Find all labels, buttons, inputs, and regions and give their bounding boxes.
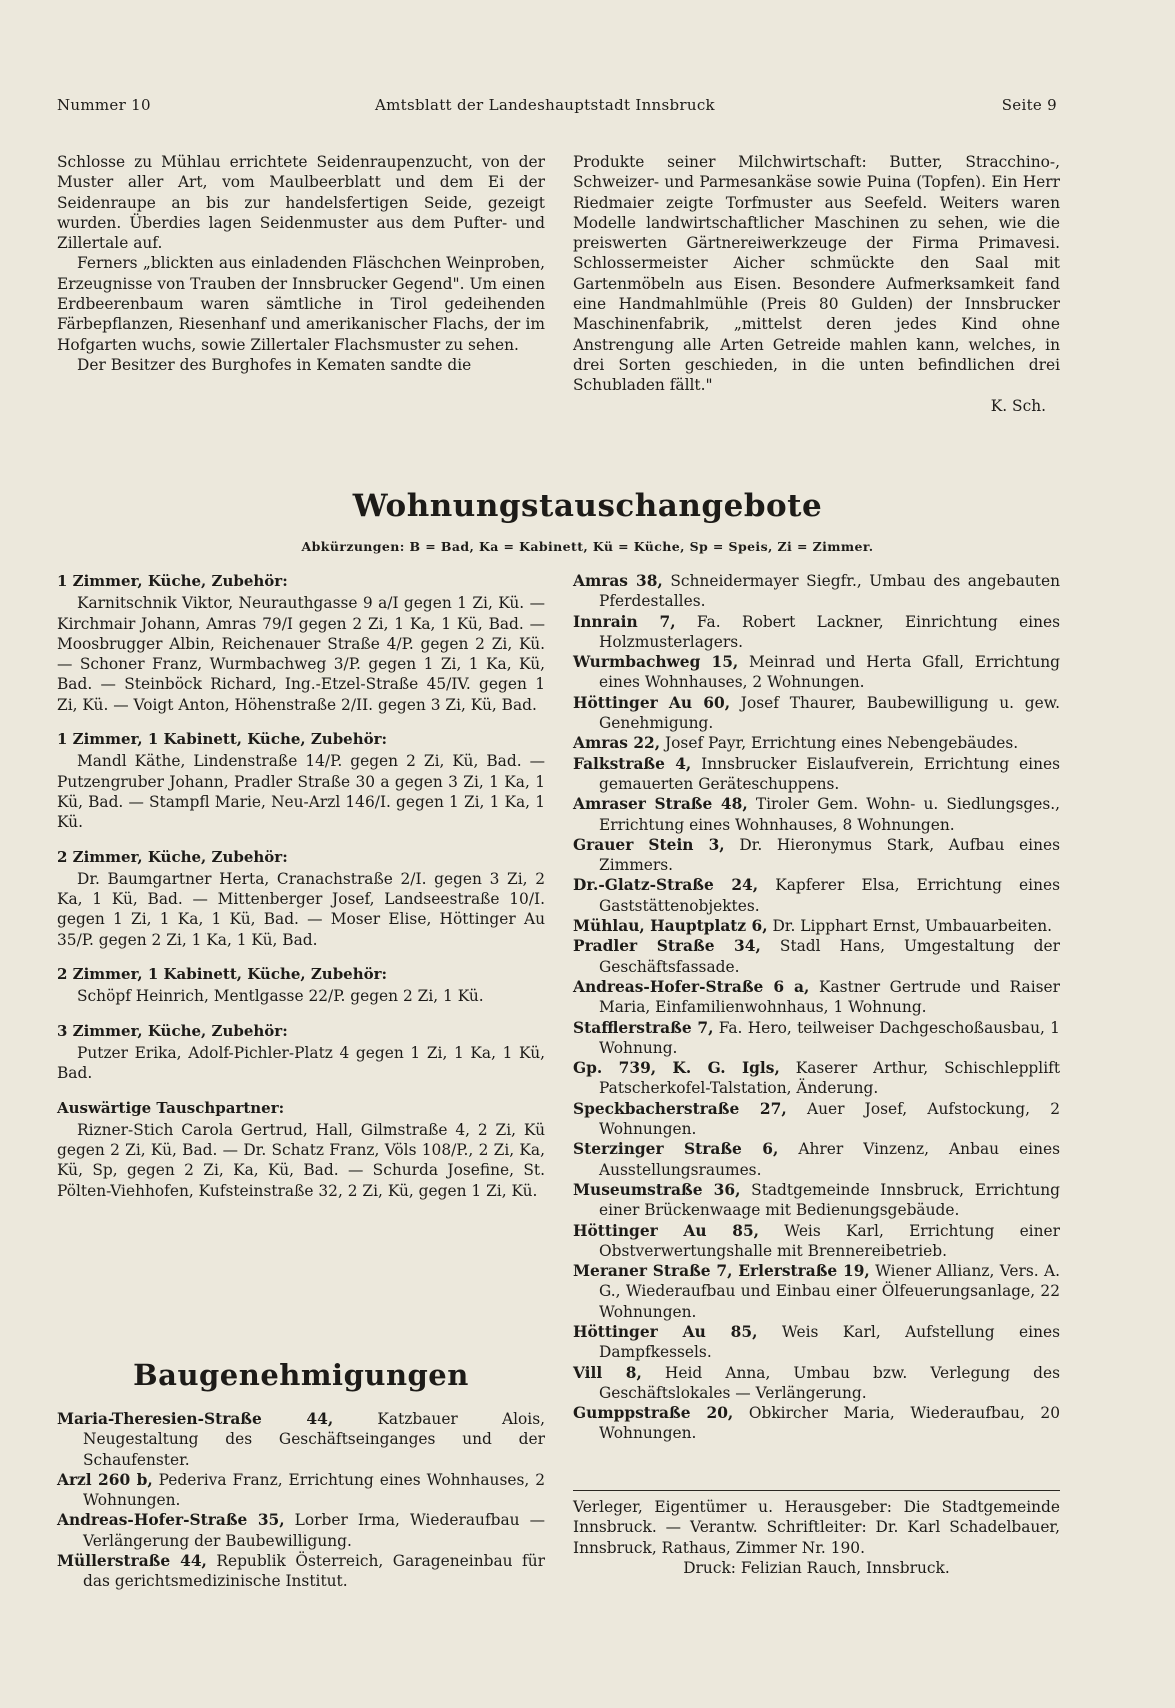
listing-text: Karnitschnik Viktor, Neurauthgasse 9 a/I gegen 1 Zi, Kü. — Kirchmair Johann, Amras 79/I gegen 2 Zi, 1 Ka, 1 Kü, Bad. — Moosbrugger Albin, Reichenauer Straße 4/P. gegen 2 Zi, Kü. — Schoner Franz, Wurmbachweg 3/P. gegen 1 Zi, 1 Ka, Kü, Bad. — Steinböck Richard, Ing.-Etzel-Straße 45/IV. gegen 1 Zi, Kü. — Voigt Anton, Höhenstraße 2/II. gegen 3 Zi, Kü, Bad. [57,594,545,714]
building-permit-entry [573,652,1060,693]
publication-title: Amtsblatt der Landeshauptstadt Innsbruck [375,96,715,114]
permit-address: Vill 8, [573,1363,642,1382]
permit-description: Josef Thaurer, Baubewilligung u. gew. Genehmigung. [599,693,1060,733]
page-number: Seite 9 [1001,96,1057,114]
permit-address: Höttinger Au 85, [573,1322,758,1341]
listing-group-heading: Auswärtige Tauschpartner: [57,1098,285,1117]
bau-left-column [57,1409,545,1592]
building-permit-entry [57,1551,545,1592]
wohnung-section-title: Wohnungstauschangebote [352,488,823,524]
building-permit-entry [573,733,1060,753]
article-paragraph: Produkte seiner Milchwirtschaft: Butter, Stracchino-, Schweizer- und Parmesankäse sowie Puina (Topfen). Ein Herr Riedmaier zeigte Torfmuster aus Seefeld. Weiters waren Modelle landwirtschaftlicher Maschinen zu sehen, wie die preiswerten Gärtnereiwerkzeuge der Firma Primavesi. Schlossermeister Aicher schmückte den Saal mit Gartenmöbeln aus Eisen. Besondere Aufmerksamkeit fand eine Handmahlmühle (Preis 80 Gulden) der Innsbrucker Maschinenfabrik, „mittelst deren jedes Kind ohne Anstrengung alle Arten Getreide mahlen kann, welches, in drei Sorten geschieden, in die unten befindlichen drei Schubladen fällt." [573,153,1060,395]
permit-description: Josef Payr, Errichtung eines Nebengebäudes. [660,734,1019,753]
permit-address: Pradler Straße 34, [573,937,761,956]
listing-text: Rizner-Stich Carola Gertrud, Hall, Gilmstraße 4, 2 Zi, Kü gegen 2 Zi, Kü, Bad. — Dr. Schatz Franz, Völs 108/P., 2 Zi, Ka, Kü, Sp, gegen 2 Zi, Ka, Kü, Bad. — Schurda Josefine, St. Pölten-Viehhofen, Kufsteinstraße 32, 2 Zi, Kü, gegen 1 Zi, Kü. [57,1120,545,1200]
building-permit-entry [573,1180,1060,1221]
building-permit-entry [573,936,1060,977]
permit-address: Amraser Straße 48, [573,795,748,814]
permit-description: Kapferer Elsa, Errichtung eines Gaststättenobjektes. [599,876,1060,915]
article-paragraph: Der Besitzer des Burghofes in Kematen sandte die [77,355,472,374]
building-permit-entry [573,1363,1060,1404]
building-permit-entry [57,1510,545,1551]
issue-number: Nummer 10 [57,96,151,114]
permit-address: Maria-Theresien-Straße 44, [57,1410,334,1428]
listing-text: Dr. Baumgartner Herta, Cranachstraße 2/I. gegen 3 Zi, 2 Ka, 1 Kü, Bad. — Mittenberger Josef, Landseestraße 10/I. gegen 1 Zi, 1 Ka, 1 Kü, Bad. — Moser Elise, Höttinger Au 35/P. gegen 2 Zi, 1 Ka, 1 Kü, Bad. [57,869,545,949]
article-right-column [573,152,1060,416]
building-permit-entry [573,977,1060,1018]
permit-address: Meraner Straße 7, Erlerstraße 19, [573,1262,870,1281]
permit-description: Innsbrucker Eislaufverein, Errichtung eines gemauerten Geräteschuppens. [599,754,1060,793]
permit-address: Mühlau, Hauptplatz 6, [573,917,768,936]
permit-description: Weis Karl, Errichtung einer Obstverwertungshalle mit Brennereibetrieb. [599,1221,1060,1260]
permit-address: Grauer Stein 3, [573,835,725,854]
permit-description: Dr. Lipphart Ernst, Umbauarbeiten. [767,917,1053,936]
permit-description: Tiroler Gem. Wohn- u. Siedlungsges., Errichtung eines Wohnhauses, 8 Wohnungen. [599,795,1060,834]
building-permit-entry [573,1403,1060,1444]
building-permit-entry [57,1409,545,1470]
abbreviations-line: Abkürzungen: B = Bad, Ka = Kabinett, Kü = Küche, Sp = Speis, Zi = Zimmer. [301,539,874,554]
building-permit-entry [573,1099,1060,1140]
building-permit-entry [573,835,1060,876]
permit-address: Innrain 7, [573,612,676,631]
imprint-divider [573,1490,1060,1491]
permit-address: Höttinger Au 60, [573,693,731,712]
article-left-column [57,152,545,375]
article-paragraph: Schlosse zu Mühlau errichtete Seidenraupenzucht, von der Muster aller Art, vom Maulbeerblatt und dem Ei der Seidenraupe an bis zur handelsfertigen Seide, gezeigt wurden. Überdies lagen Seidenmuster aus dem Pufter- und Zillertale auf. [57,153,545,253]
permit-address: Gp. 739, K. G. Igls, [573,1059,780,1078]
listing-group [57,964,545,1007]
building-permit-entry [57,1470,545,1511]
permit-description: Pederiva Franz, Errichtung eines Wohnhauses, 2 Wohnungen. [83,1470,546,1510]
building-permit-entry [573,754,1060,795]
permit-description: Kastner Gertrude und Raiser Maria, Einfamilienwohnhaus, 1 Wohnung. [599,977,1060,1017]
permit-description: Wiener Allianz, Vers. A. G., Wiederaufbau und Einbau einer Ölfeuerungsanlage, 22 Wohnungen. [599,1262,1060,1321]
imprint-printer: Druck: Felizian Rauch, Innsbruck. [683,1558,950,1577]
page-header [57,96,1057,120]
permit-address: Höttinger Au 85, [573,1221,760,1240]
listing-group-heading: 2 Zimmer, Küche, Zubehör: [57,847,288,866]
permit-address: Speckbacherstraße 27, [573,1099,787,1118]
building-permit-entry [573,1322,1060,1363]
bau-right-column [573,571,1060,1444]
permit-address: Amras 38, [573,572,663,590]
permit-address: Falkstraße 4, [573,754,692,773]
building-permit-entry [573,794,1060,835]
building-permit-entry [573,693,1060,734]
permit-description: Fa. Hero, teilweiser Dachgeschoßausbau, 1 Wohnung. [599,1018,1060,1057]
permit-address: Andreas-Hofer-Straße 35, [57,1511,285,1530]
wohnung-listings [57,571,545,1215]
imprint-publisher: Verleger, Eigentümer u. Herausgeber: Die Stadtgemeinde Innsbruck. — Verantw. Schriftleiter: Dr. Karl Schadelbauer, Innsbruck, Rathaus, Zimmer Nr. 190. [573,1498,1060,1557]
building-permit-entry [573,612,1060,653]
building-permit-entry [573,1018,1060,1059]
bau-section-title: Baugenehmigungen [133,1358,469,1392]
permit-description: Weis Karl, Aufstellung eines Dampfkessels. [599,1322,1060,1362]
listing-group-heading: 3 Zimmer, Küche, Zubehör: [57,1021,288,1040]
listing-group [57,847,545,950]
permit-address: Stafflerstraße 7, [573,1018,714,1037]
permit-description: Ahrer Vinzenz, Anbau eines Ausstellungsraumes. [599,1140,1060,1179]
permit-address: Wurmbachweg 15, [573,653,739,672]
permit-description: Stadtgemeinde Innsbruck, Errichtung einer Brückenwaage mit Bedienungsgebäude. [599,1180,1060,1220]
listing-group-heading: 1 Zimmer, 1 Kabinett, Küche, Zubehör: [57,730,388,749]
permit-description: Meinrad und Herta Gfall, Errichtung eines Wohnhauses, 2 Wohnungen. [599,653,1060,692]
permit-address: Arzl 260 b, [57,1470,153,1489]
permit-description: Kaserer Arthur, Schischlepplift Patscherkofel-Talstation, Änderung. [599,1059,1060,1098]
permit-description: Lorber Irma, Wiederaufbau — Verlängerung der Baubewilligung. [83,1511,545,1550]
permit-address: Dr.-Glatz-Straße 24, [573,876,759,895]
building-permit-entry [573,1261,1060,1322]
listing-group-heading: 1 Zimmer, Küche, Zubehör: [57,572,288,590]
permit-description: Schneidermayer Siegfr., Umbau des angebauten Pferdestalles. [599,572,1060,611]
listing-text: Mandl Käthe, Lindenstraße 14/P. gegen 2 Zi, Kü, Bad. — Putzengruber Johann, Pradler Straße 30 a gegen 3 Zi, 1 Ka, 1 Kü, Bad. — Stampfl Marie, Neu-Arzl 146/I. gegen 1 Zi, 1 Ka, 1 Kü. [57,752,545,832]
building-permit-entry [573,1221,1060,1262]
building-permit-entry [573,875,1060,916]
permit-address: Andreas-Hofer-Straße 6 a, [573,977,810,996]
permit-address: Müllerstraße 44, [57,1552,207,1571]
listing-group [57,729,545,832]
listing-text: Putzer Erika, Adolf-Pichler-Platz 4 gegen 1 Zi, 1 Ka, 1 Kü, Bad. [57,1043,545,1083]
permit-description: Obkircher Maria, Wiederaufbau, 20 Wohnungen. [599,1404,1060,1443]
building-permit-entry [573,1139,1060,1180]
imprint [573,1497,1060,1578]
permit-address: Sterzinger Straße 6, [573,1140,779,1159]
permit-description: Republik Österreich, Garageneinbau für das gerichtsmedizinische Institut. [83,1552,545,1591]
listing-group [57,1098,545,1201]
permit-description: Stadl Hans, Umgestaltung der Geschäftsfassade. [599,937,1061,976]
article-paragraph: Ferners „blickten aus einladenden Fläschchen Weinproben, Erzeugnisse von Trauben der Innsbrucker Gegend". Um einen Erdbeerenbaum waren sämtliche in Tirol gedeihenden Färbepflanzen, Riesenhanf und amerikanischer Flachs, der im Hofgarten wuchs, sowie Zillertaler Flachsmuster zu sehen. [57,254,545,354]
listing-text: Schöpf Heinrich, Mentlgasse 22/P. gegen 2 Zi, 1 Kü. [77,987,484,1006]
permit-description: Auer Josef, Aufstockung, 2 Wohnungen. [599,1099,1061,1139]
permit-address: Gumppstraße 20, [573,1404,734,1423]
permit-description: Heid Anna, Umbau bzw. Verlegung des Geschäftslokales — Verlängerung. [599,1363,1061,1402]
building-permit-entry [573,1058,1060,1099]
building-permit-entry [573,571,1060,612]
permit-description: Dr. Hieronymus Stark, Aufbau eines Zimmers. [599,835,1060,875]
listing-group [57,1021,545,1084]
article-signature: K. Sch. [990,396,1046,415]
permit-description: Katzbauer Alois, Neugestaltung des Geschäftseinganges und der Schaufenster. [83,1410,545,1469]
listing-group [57,571,545,715]
permit-description: Fa. Robert Lackner, Einrichtung eines Holzmusterlagers. [599,612,1060,651]
listing-group-heading: 2 Zimmer, 1 Kabinett, Küche, Zubehör: [57,965,388,984]
permit-address: Amras 22, [573,734,661,753]
permit-address: Museumstraße 36, [573,1180,741,1199]
building-permit-entry [573,916,1060,936]
